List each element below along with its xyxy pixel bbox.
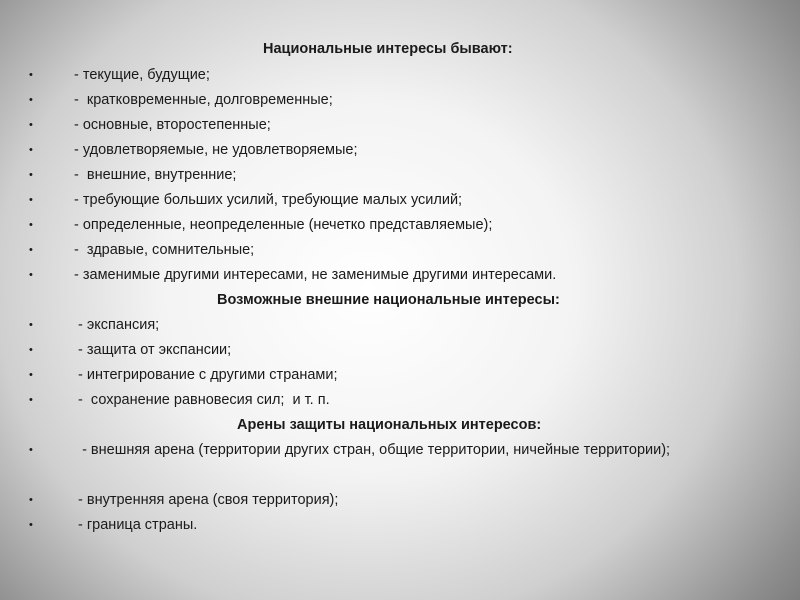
- bullet-icon: •: [29, 169, 33, 181]
- list-item-text: - требующие больших усилий, требующие малых усилий;: [74, 192, 463, 208]
- bullet-icon: •: [29, 119, 33, 131]
- list-item-text: - защита от экспансии;: [74, 342, 232, 358]
- bullet-icon: •: [29, 344, 33, 356]
- list-item-text: - граница страны.: [74, 517, 198, 533]
- bullet-icon: •: [29, 394, 33, 406]
- list-item-text: - сохранение равновесия сил; и т. п.: [74, 392, 330, 408]
- list-item-text: - заменимые другими интересами, не заменимые другими интересами.: [74, 267, 557, 283]
- list-item-text: - интегрирование с другими странами;: [74, 367, 338, 383]
- bullet-icon: •: [29, 69, 33, 81]
- list-item-text: - текущие, будущие;: [74, 67, 210, 83]
- bullet-icon: •: [29, 269, 33, 281]
- list-item-text: - внешние, внутренние;: [74, 167, 237, 183]
- bullet-icon: •: [29, 94, 33, 106]
- bullet-icon: •: [29, 494, 33, 506]
- list-item-text: - внутренняя арена (своя территория);: [74, 492, 339, 508]
- bullet-icon: •: [29, 444, 33, 456]
- list-item-text: - кратковременные, долговременные;: [74, 92, 333, 108]
- list-item-text: - внешняя арена (территории других стран, общие территории, ничейные территории);: [74, 442, 671, 458]
- list-item-text: - экспансия;: [74, 317, 160, 333]
- list-item-text: - определенные, неопределенные (нечетко представляемые);: [74, 217, 493, 233]
- bullet-icon: •: [29, 319, 33, 331]
- list-item-text: - основные, второстепенные;: [74, 117, 271, 133]
- bullet-icon: •: [29, 144, 33, 156]
- list-item-text: - здравые, сомнительные;: [74, 242, 255, 258]
- heading-arenas: Арены защиты национальных интересов:: [237, 417, 542, 433]
- bullet-icon: •: [29, 244, 33, 256]
- heading-external-interests: Возможные внешние национальные интересы:: [217, 292, 560, 308]
- bullet-icon: •: [29, 519, 33, 531]
- heading-national-interests: Национальные интересы бывают:: [263, 41, 513, 57]
- list-item-text: - удовлетворяемые, не удовлетворяемые;: [74, 142, 358, 158]
- bullet-icon: •: [29, 194, 33, 206]
- bullet-icon: •: [29, 369, 33, 381]
- bullet-icon: •: [29, 219, 33, 231]
